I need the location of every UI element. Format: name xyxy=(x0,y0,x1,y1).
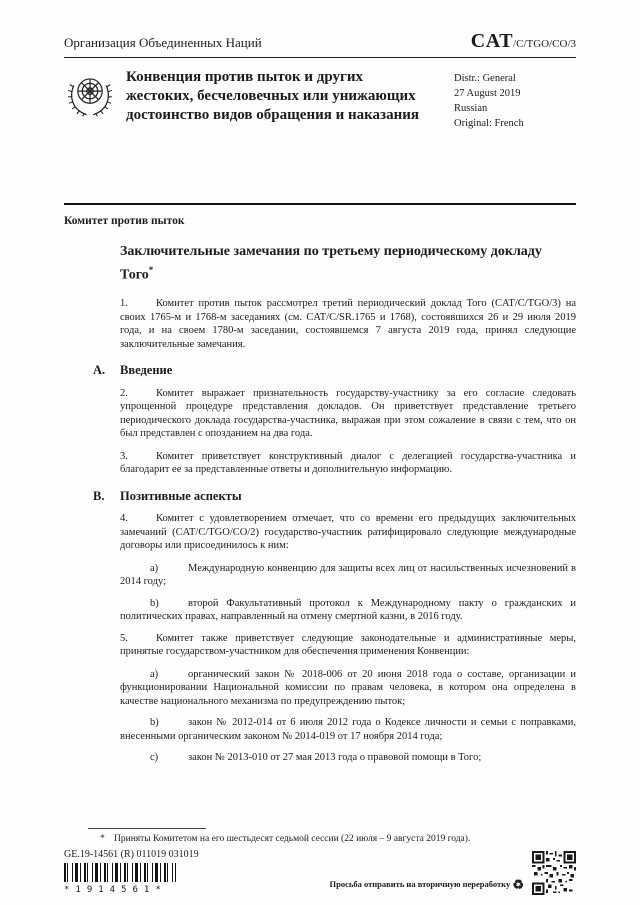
barcode-digits: *1914561* xyxy=(64,885,167,895)
original-language-line: Original: French xyxy=(454,118,524,129)
footnote-area xyxy=(64,828,576,845)
footnote-marker: * xyxy=(100,834,105,844)
list-item xyxy=(120,562,576,589)
list-item-label: c) xyxy=(150,752,159,764)
list-item-label: b) xyxy=(150,597,159,609)
document-body xyxy=(0,205,640,817)
committee-heading: Комитет против пыток xyxy=(64,215,185,227)
list-item-text: Международную конвенцию для защиты всех лиц от насильственных исчезновений в 2014 году; xyxy=(120,562,576,588)
organization-name: Организация Объединенных Наций xyxy=(64,35,262,50)
document-title-text: Заключительные замечания по третьему периодическому докладу Того xyxy=(120,243,542,283)
list-item-label: a) xyxy=(150,562,159,574)
qr-code xyxy=(532,851,576,895)
language-line: Russian xyxy=(454,103,488,114)
masthead xyxy=(64,58,576,205)
paragraph-text: Комитет также приветствует следующие законодательные и административные меры, принятые государством-участником для обеспечения применения Конвенции: xyxy=(120,632,576,658)
convention-title: Конвенция против пыток и других жестоких, бесчеловечных или унижающих достоинство видов обращения и наказания xyxy=(126,69,419,123)
list-item xyxy=(120,751,576,765)
barcode xyxy=(64,863,176,882)
paragraph-number: 3. xyxy=(120,450,128,462)
paragraph-text: Комитет выражает признательность государству-участнику за его согласие следовать упрощенной процедуре представления докладов. Он приветствует представление третьего периодического доклада государства-участника, выражая при этом сожаление в связи с тем, что он был представлен с опозданием на два года. xyxy=(120,387,576,440)
document-symbol xyxy=(471,30,576,53)
document-symbol-rest: /C/TGO/CO/3 xyxy=(513,38,576,50)
list-item-text: закон № 2013-010 от 27 мая 2013 года о правовой помощи в Того; xyxy=(188,752,482,764)
section-letter: A. xyxy=(93,363,106,378)
paragraph-5 xyxy=(120,632,576,659)
section-heading-b xyxy=(93,488,576,504)
date-line: 27 August 2019 xyxy=(454,88,521,99)
list-item-label: b) xyxy=(150,717,159,729)
section-title: Позитивные аспекты xyxy=(120,488,242,503)
list-item xyxy=(120,597,576,624)
distribution-block xyxy=(454,68,576,203)
paragraph-number: 5. xyxy=(120,632,128,644)
list-item-label: a) xyxy=(150,668,159,680)
ge-number: GE.19-14561 (R) 011019 031019 xyxy=(64,849,199,860)
un-emblem-icon xyxy=(64,68,120,203)
paragraph-number: 4. xyxy=(120,513,128,525)
top-header xyxy=(64,30,576,58)
list-item-text: второй Факультативный протокол к Международному пакту о гражданских и политических правах, направленный на отмену смертной казни, в 2016 году. xyxy=(120,597,576,623)
list-item-text: закон № 2012-014 от 6 июля 2012 года о Кодексе личности и семьи с поправками, внесенными органическим законом № 2014-019 от 17 ноября 2014 года; xyxy=(120,717,576,742)
title-footnote-marker: * xyxy=(148,264,154,275)
paragraph-number: 1. xyxy=(120,298,128,310)
paragraph-1 xyxy=(120,297,576,351)
paragraph-number: 2. xyxy=(120,387,128,399)
section-title: Введение xyxy=(120,363,173,378)
distr-line: Distr.: General xyxy=(454,73,516,84)
recycle-text: Просьба отправить на вторичную переработку xyxy=(329,878,511,889)
paragraph-4 xyxy=(120,512,576,553)
list-item xyxy=(120,716,576,743)
paragraph-text: Комитет против пыток рассмотрел третий периодический доклад Того (CAT/C/TGO/3) на своих 1765-м и 1768-м заседаниях (см. CAT/C/SR.1765 и 1768), состоявшихся 26 и 29 июля 2019 года, и на своем 1780-м заседании, состоявшемся 7 августа 2019 года, принял следующие заключительные замечания. xyxy=(120,298,576,350)
recycle-icon: ♻ xyxy=(512,877,524,892)
document-title xyxy=(120,243,576,285)
paragraph-3 xyxy=(120,450,576,477)
recycle-note xyxy=(329,877,524,895)
page-footer xyxy=(64,849,576,895)
footnote-divider xyxy=(88,828,206,829)
document-symbol-main: CAT xyxy=(470,30,514,52)
paragraph-text: Комитет с удовлетворением отмечает, что со времени его предыдущих заключительных замечаний (CAT/C/TGO/CO/2) государство-участник ратифицировало следующие международные договоры или присоединилось к ним: xyxy=(120,513,576,552)
list-item-text: органический закон № 2018-006 от 20 июня 2018 года о составе, организации и функционировании Национальной комиссии по правам человека, в котором она определена в качестве национального механизма по предупреждению пыток; xyxy=(120,668,576,707)
list-item xyxy=(120,668,576,709)
paragraph-text: Комитет приветствует конструктивный диалог с делегацией государства-участника и благодарит ее за представленные ответы и дополнительную информацию. xyxy=(120,450,576,476)
section-letter: B. xyxy=(93,488,105,503)
paragraph-2 xyxy=(120,387,576,441)
footnote-text: Приняты Комитетом на его шестьдесят седьмой сессии (22 июля – 9 августа 2019 года). xyxy=(114,834,471,844)
footnote xyxy=(100,833,576,845)
section-heading-a xyxy=(93,363,576,378)
